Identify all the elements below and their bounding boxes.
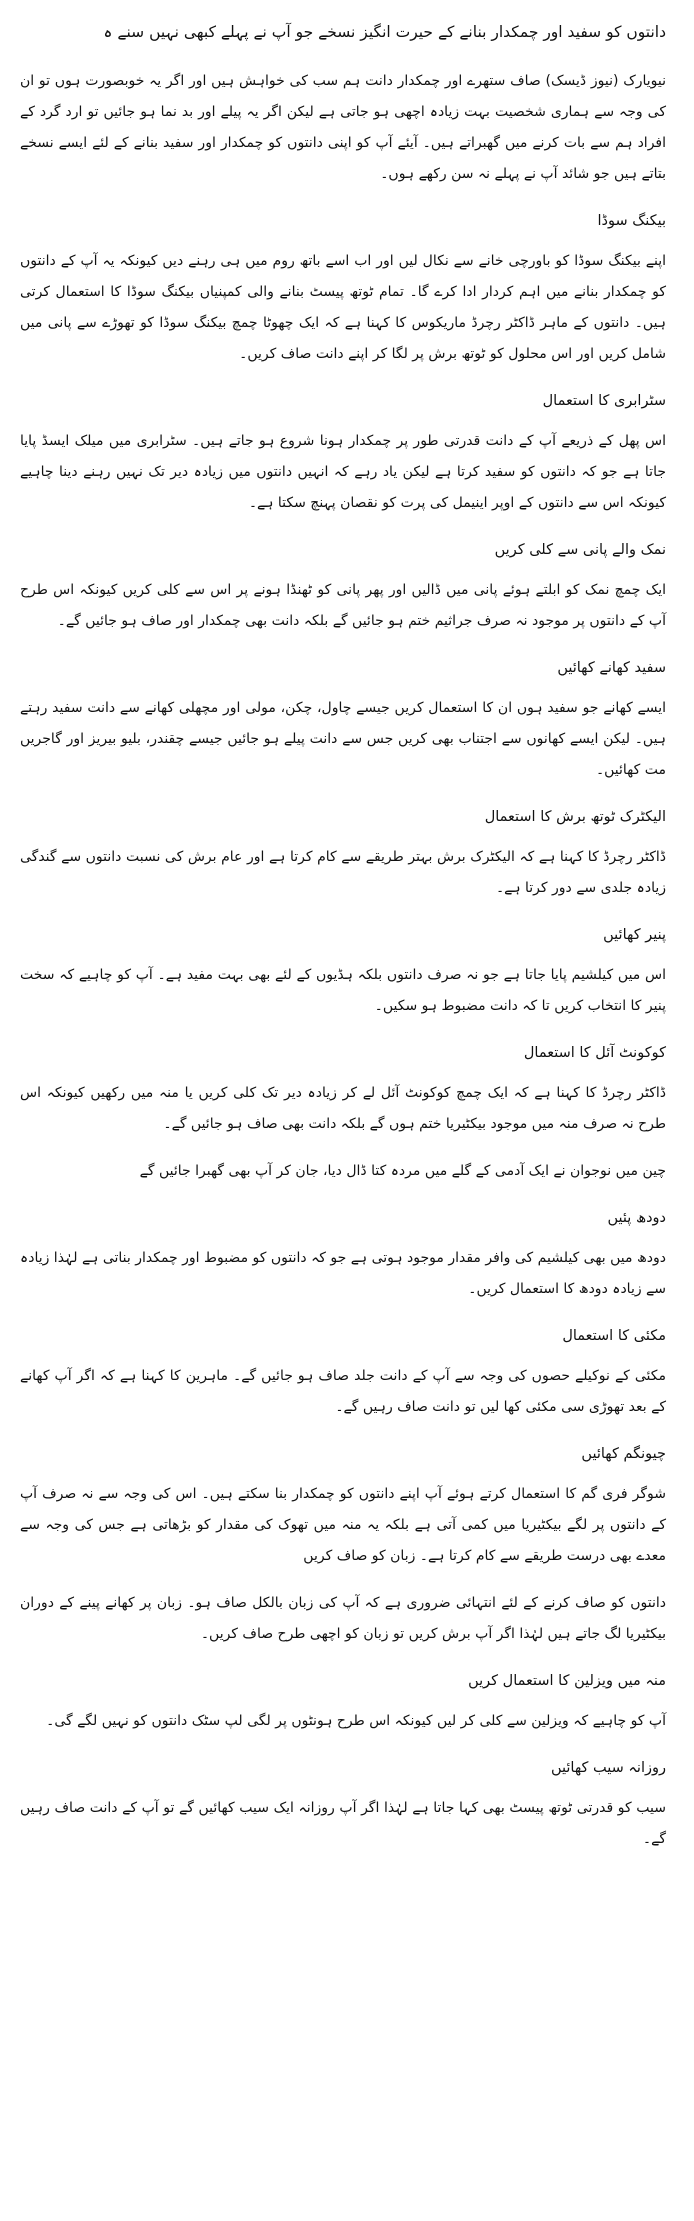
section-body: اپنے بیکنگ سوڈا کو باورچی خانے سے نکال لیں اور اب اسے باتھ روم میں ہی رہنے دیں کیونکہ یہ آپ کے دانتوں کو چمکدار بنانے میں اہم کردار ادا کرے گا۔ تمام ٹوتھ پیسٹ بنانے والی کمپنیاں بیکنگ سوڈا کا استعمال کرتی ہیں۔ دانتوں کے ماہر ڈاکٹر رچرڈ ماریکوس کا کہنا ہے کہ ایک چھوٹا چمچ بیکنگ سوڈا کو تھوڑے سے پانی میں شامل کریں اور اس محلول کو ٹوتھ برش پر لگا کر اپنے دانت صاف کریں۔: [20, 253, 666, 362]
section-heading: الیکٹرک ٹوتھ برش کا استعمال: [484, 809, 666, 825]
section-salt-water: [20, 535, 666, 637]
section-milk: [20, 1203, 666, 1305]
section-heading: سٹرابری کا استعمال: [542, 393, 666, 409]
section-corn: [20, 1321, 666, 1423]
section-body: شوگر فری گم کا استعمال کرتے ہوئے آپ اپنے دانتوں کو چمکدار بنا سکتے ہیں۔ اس کی وجہ سے نہ صرف آپ کے دانتوں پر لگے بیکٹیریا میں کمی آتی ہے بلکہ یہ منہ میں تھوک کی مقدار کو بڑھاتی ہے جس کی وجہ سے معدے بھی درست طریقے سے کام کرتا ہے۔ زبان کو صاف کریں: [20, 1486, 666, 1564]
section-coconut-oil: [20, 1038, 666, 1140]
section-body: ڈاکٹر رچرڈ کا کہنا ہے کہ الیکٹرک برش بہتر طریقے سے کام کرتا ہے اور عام برش کی نسبت دانتوں سے گندگی زیادہ جلدی سے دور کرتا ہے۔: [20, 849, 666, 896]
section-heading: نمک والے پانی سے کلی کریں: [494, 542, 666, 558]
section-tongue-cleaning: [20, 1588, 666, 1650]
article-title: دانتوں کو سفید اور چمکدار بنانے کے حیرت انگیز نسخے جو آپ نے پہلے کبھی نہیں سنے ہ: [103, 23, 666, 41]
section-heading: پنیر کھائیں: [603, 927, 666, 943]
section-chewing-gum: [20, 1439, 666, 1572]
section-heading: بیکنگ سوڈا: [597, 213, 666, 229]
section-heading: سفید کھانے کھائیں: [557, 660, 666, 676]
section-body: مکئی کے نوکیلے حصوں کی وجہ سے آپ کے دانت جلد صاف ہو جائیں گے۔ ماہرین کا کہنا ہے کہ اگر آپ کھانے کے بعد تھوڑی سی مکئی کھا لیں تو دانت صاف رہیں گے۔: [20, 1368, 666, 1415]
section-strawberry: [20, 386, 666, 519]
section-body: اس میں کیلشیم پایا جاتا ہے جو نہ صرف دانتوں بلکہ ہڈیوں کے لئے بھی بہت مفید ہے۔ آپ کو چاہیے کہ سخت پنیر کا انتخاب کریں تا کہ دانت مضبوط ہو سکیں۔: [20, 967, 666, 1014]
section-heading: روزانہ سیب کھائیں: [550, 1760, 666, 1776]
section-body: دانتوں کو صاف کرنے کے لئے انتہائی ضروری ہے کہ آپ کی زبان بالکل صاف ہو۔ زبان پر کھانے پینے کے دوران بیکٹیریا لگ جاتے ہیں لہٰذا اگر آپ برش کریں تو زبان کو اچھی طرح صاف کریں۔: [20, 1595, 666, 1642]
article-intro: نیویارک (نیوز ڈیسک) صاف ستھرے اور چمکدار دانت ہم سب کی خواہش ہیں اور اگر یہ خوبصورت ہوں تو ان کی وجہ سے ہماری شخصیت بہت زیادہ اچھی ہو جاتی ہے لیکن اگر یہ پیلے اور بد نما ہو جائیں تو ارد گرد کے افراد ہم سے بات کرنے میں گھبراتے ہیں۔ آیئے آپ کو اپنی دانتوں کو چمکدار اور سفید بنانے کے لئے ایسے نسخے بتاتے ہیں جو شائد آپ نے پہلے نہ سن رکھے ہوں۔: [20, 73, 666, 182]
section-body: ایسے کھانے جو سفید ہوں ان کا استعمال کریں جیسے چاول، چکن، مولی اور مچھلی کھانے سے دانت سفید رہتے ہیں۔ لیکن ایسے کھانوں سے اجتناب بھی کریں جس سے دانت پیلے ہو جائیں جیسے چقندر، بلیو بیریز اور گاجریں مت کھائیں۔: [20, 700, 666, 778]
section-heading: کوکونٹ آئل کا استعمال: [523, 1045, 666, 1061]
section-heading: چیونگم کھائیں: [581, 1446, 666, 1462]
section-body: اس پھل کے ذریعے آپ کے دانت قدرتی طور پر چمکدار ہونا شروع ہو جاتے ہیں۔ سٹرابری میں میلک ایسڈ پایا جاتا ہے جو کہ دانتوں کو سفید کرتا ہے لیکن یاد رہے کہ انہیں دانتوں میں زیادہ دیر تک نہیں رہنے دینا چاہیے کیونکہ اس سے دانتوں کے اوپر اینیمل کی پرت کو نقصان پہنچ سکتا ہے۔: [20, 433, 666, 511]
section-body: سیب کو قدرتی ٹوتھ پیسٹ بھی کہا جاتا ہے لہٰذا اگر آپ روزانہ ایک سیب کھائیں گے تو آپ کے دانت صاف رہیں گے۔: [20, 1800, 666, 1847]
section-cheese: [20, 920, 666, 1022]
section-body: آپ کو چاہیے کہ ویزلین سے کلی کر لیں کیونکہ اس طرح ہونٹوں پر لگی لپ سٹک دانتوں کو نہیں لگے گی۔: [46, 1713, 666, 1729]
section-vaseline: [20, 1666, 666, 1737]
section-body: ڈاکٹر رچرڈ کا کہنا ہے کہ ایک چمچ کوکونٹ آئل لے کر زیادہ دیر تک کلی کریں یا منہ میں رکھیں کیونکہ اس طرح نہ صرف منہ میں موجود بیکٹیریا ختم ہوں گے بلکہ دانت بھی صاف ہو جائیں گے۔: [20, 1085, 666, 1132]
section-body: ایک چمچ نمک کو ابلتے ہوئے پانی میں ڈالیں اور پھر پانی کو ٹھنڈا ہونے پر اس سے کلی کریں کیونکہ اس طرح آپ کے دانتوں پر موجود نہ صرف جراثیم ختم ہو جائیں گے بلکہ دانت بھی چمکدار اور صاف ہو جائیں گے۔: [20, 582, 666, 629]
section-body: دودھ میں بھی کیلشیم کی وافر مقدار موجود ہوتی ہے جو کہ دانتوں کو مضبوط اور چمکدار بناتی ہے لہٰذا زیادہ سے زیادہ دودھ کا استعمال کریں۔: [20, 1250, 666, 1297]
section-electric-toothbrush: [20, 802, 666, 904]
section-white-foods: [20, 653, 666, 786]
section-heading: مکئی کا استعمال: [562, 1328, 666, 1344]
section-apple: [20, 1753, 666, 1855]
related-news-line: [20, 1156, 666, 1187]
section-baking-soda: [20, 206, 666, 370]
related-news-text: چین میں نوجوان نے ایک آدمی کے گلے میں مردہ کتا ڈال دیا، جان کر آپ بھی گھبرا جائیں گے: [139, 1163, 666, 1179]
section-heading: منہ میں ویزلین کا استعمال کریں: [468, 1673, 666, 1689]
section-heading: دودھ پئیں: [607, 1210, 666, 1226]
